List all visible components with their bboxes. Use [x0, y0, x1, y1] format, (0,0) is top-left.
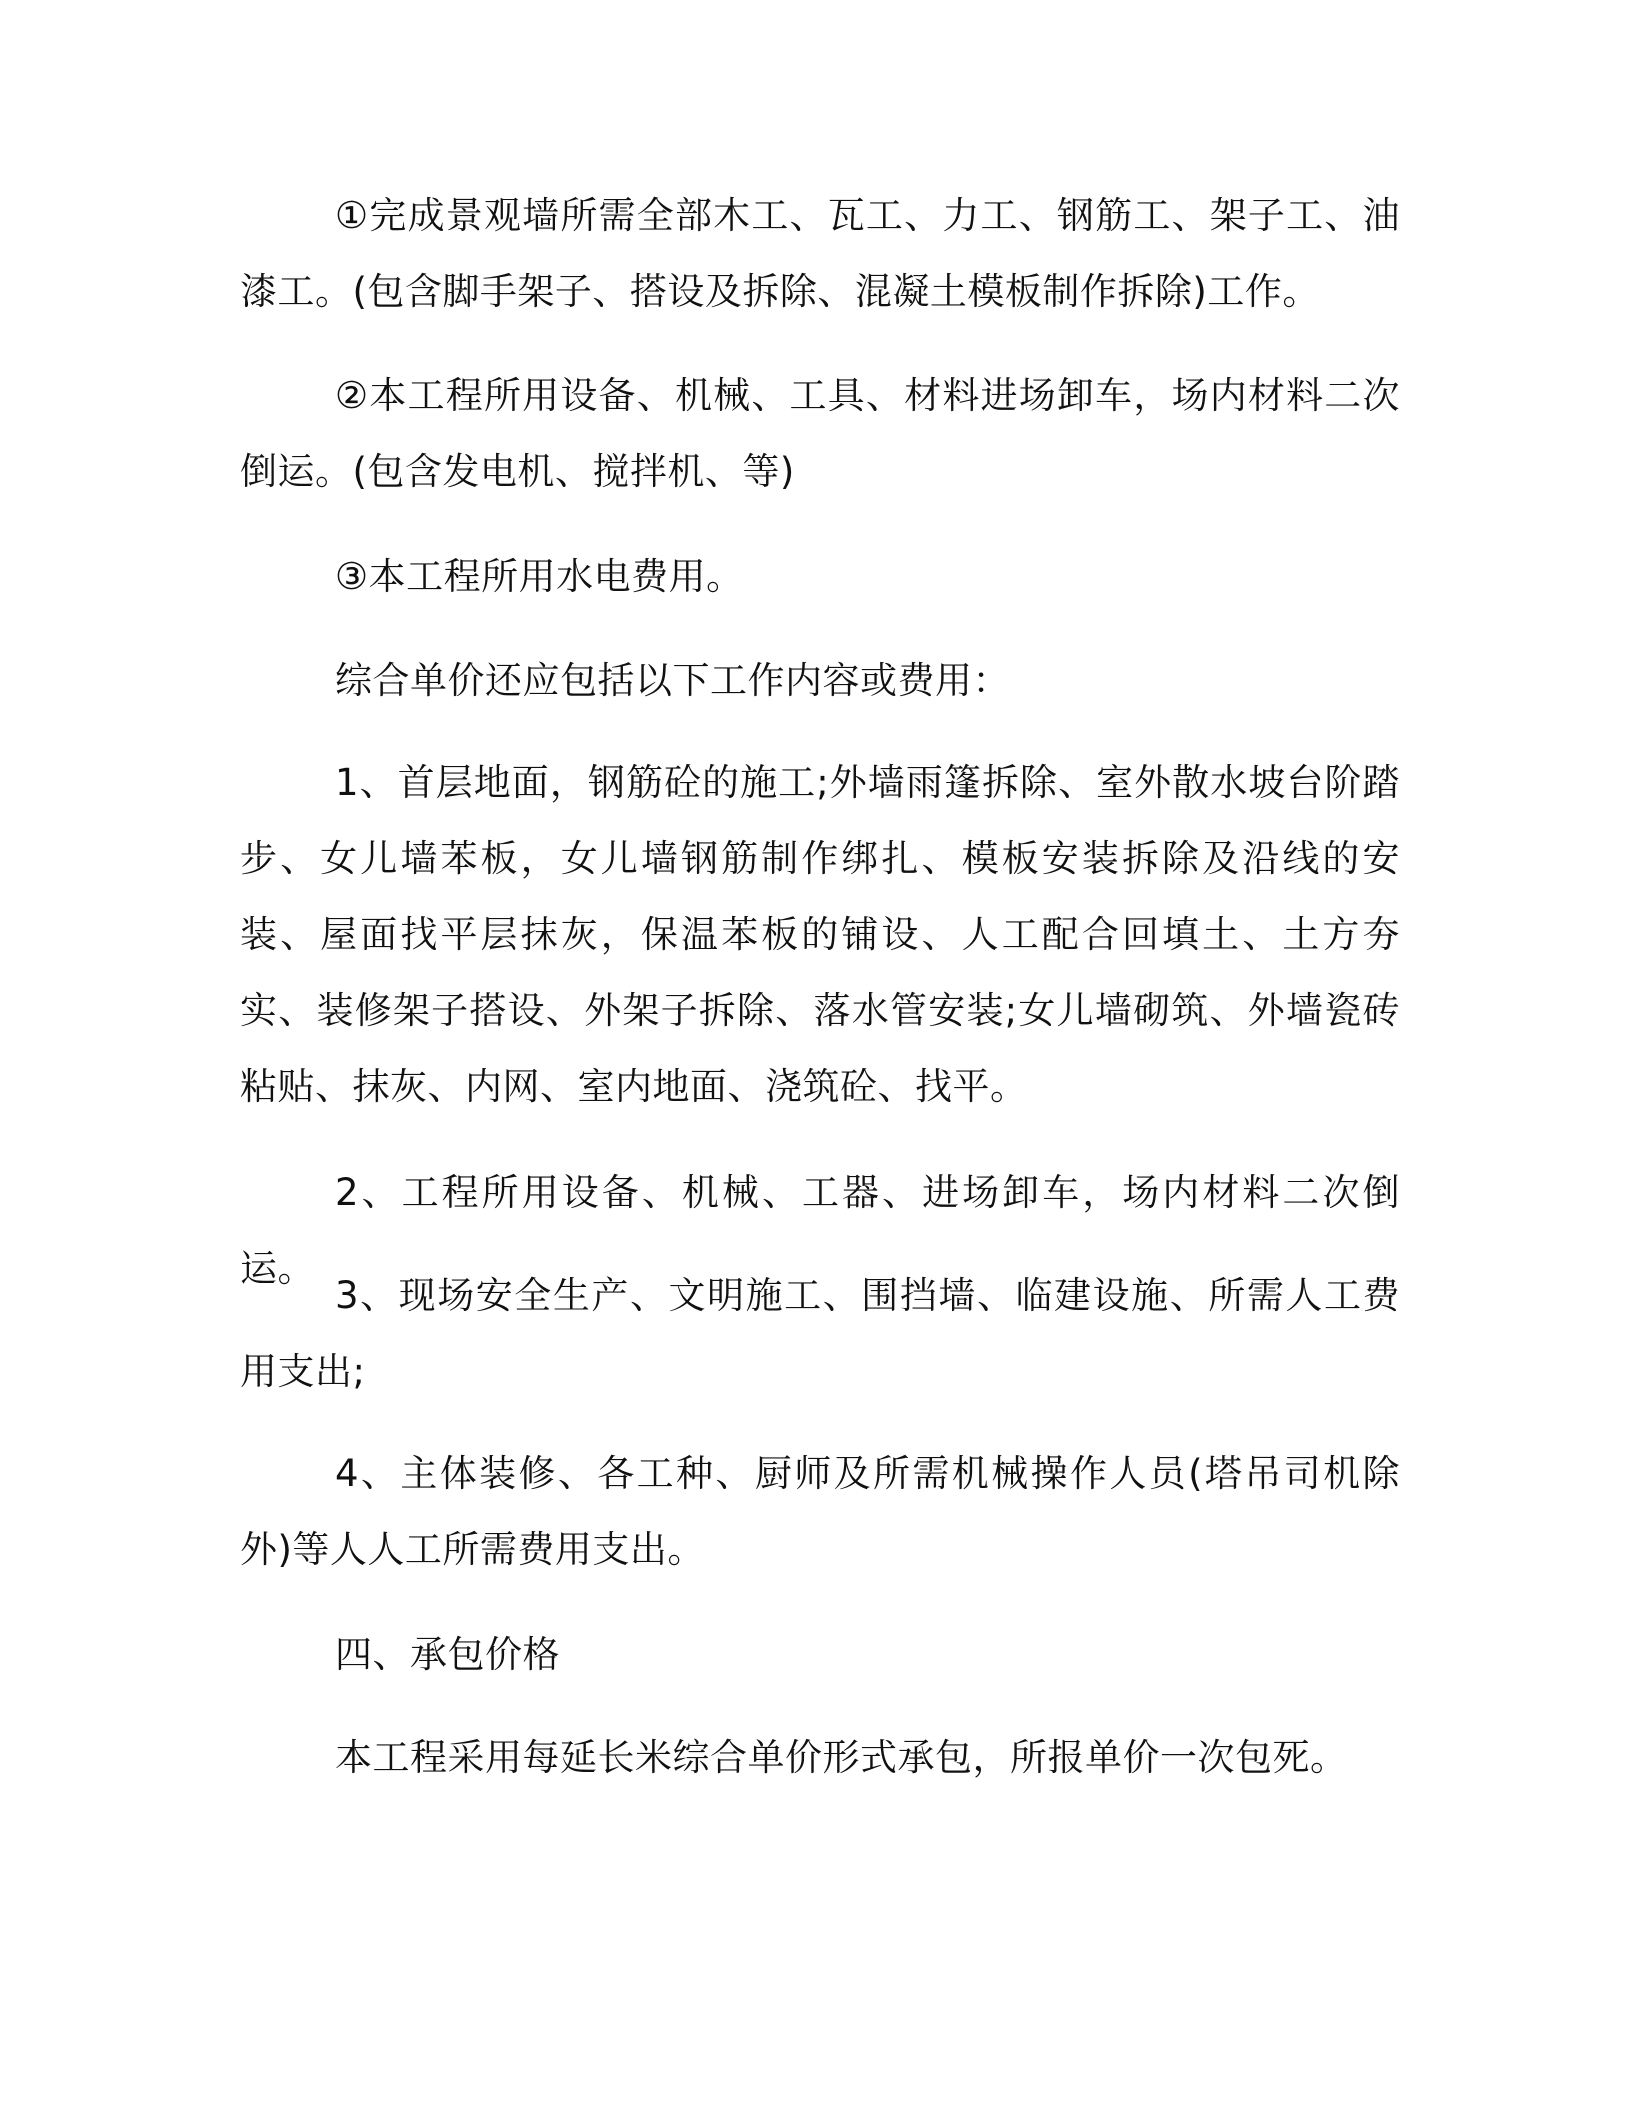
paragraph-item-1: 1、首层地面，钢筋砼的施工;外墙雨篷拆除、室外散水坡台阶踏步、女儿墙苯板，女儿墙钢筋制作绑扎、模板安装拆除及沿线的安装、屋面找平层抹灰，保温苯板的铺设、人工配合回填土、土方夯实、装修架子搭设、外架子拆除、落水管安装;女儿墙砌筑、外墙瓷砖粘贴、抹灰、内网、室内地面、浇筑砼、找平。 [240, 761, 1400, 1108]
paragraph-utility-costs: ③本工程所用水电费用。 [335, 555, 744, 598]
paragraph-unit-price-intro: 综合单价还应包括以下工作内容或费用： [335, 659, 1010, 702]
paragraph-labor-scope: ①完成景观墙所需全部木工、瓦工、力工、钢筋工、架子工、油漆工。(包含脚手架子、搭设及拆除、混凝土模板制作拆除)工作。 [240, 194, 1400, 313]
paragraph-item-2: 2、工程所用设备、机械、工器、进场卸车，场内材料二次倒运。 [240, 1171, 1400, 1290]
paragraph-item-3: 3、现场安全生产、文明施工、围挡墙、临建设施、所需人工费用支出; [240, 1274, 1400, 1393]
paragraph-contract-price: 本工程采用每延长米综合单价形式承包，所报单价一次包死。 [335, 1736, 1348, 1779]
paragraph-item-4: 4、主体装修、各工种、厨师及所需机械操作人员(塔吊司机除外)等人人工所需费用支出。 [240, 1452, 1400, 1571]
section-heading-contract-price: 四、承包价格 [335, 1633, 560, 1676]
paragraph-equipment-transport: ②本工程所用设备、机械、工具、材料进场卸车，场内材料二次倒运。(包含发电机、搅拌机、等) [240, 374, 1400, 493]
